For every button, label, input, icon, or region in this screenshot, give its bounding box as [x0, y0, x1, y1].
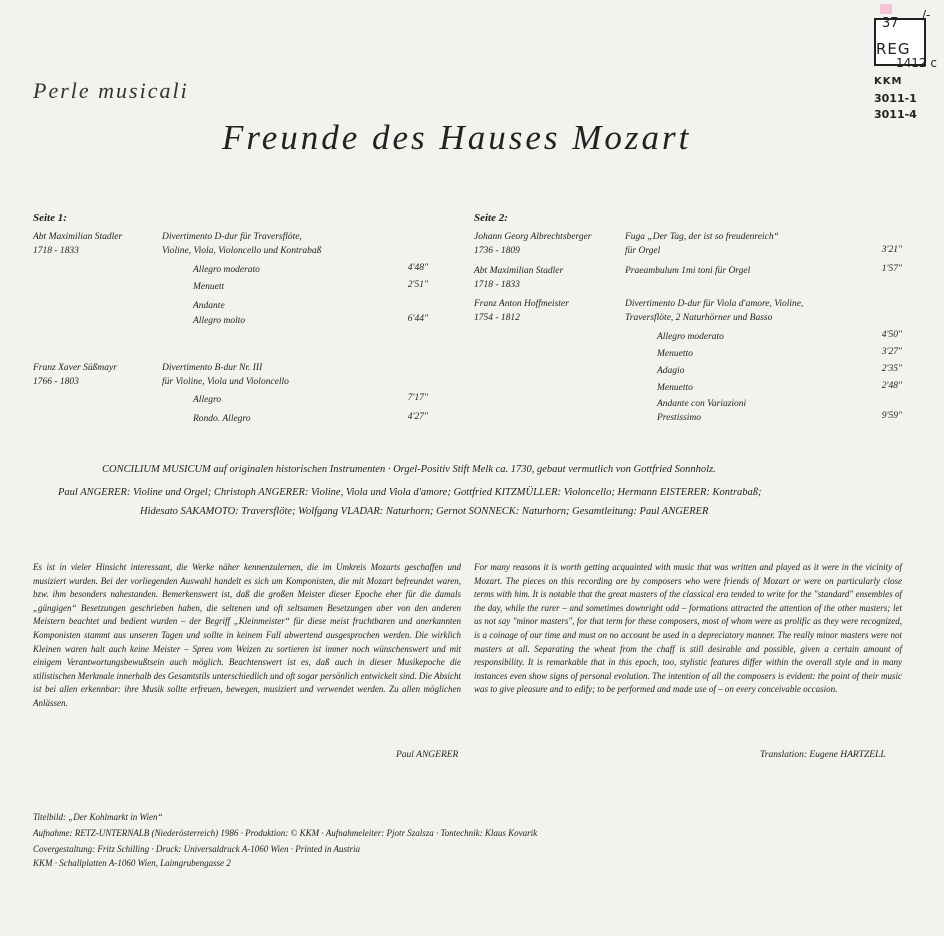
movement: Menuetto: [657, 383, 693, 393]
duration: 2'51": [407, 280, 428, 290]
movement: Andante con Variazioni: [657, 399, 747, 409]
movement: Allegro moderato: [657, 332, 724, 342]
credits-line-3: Hidesato SAKAMOTO: Traversflöte; Wolfgang VLADAR: Naturhorn; Gernot SONNECK: Naturhorn; Gesamtleitung: Paul ANGERER: [140, 506, 709, 517]
side1-heading: Seite 1:: [33, 212, 67, 224]
duration: 6'44": [407, 314, 428, 324]
movement: Allegro: [193, 395, 222, 405]
movement: Adagio: [657, 366, 685, 376]
label-line-1: 37: [882, 16, 899, 31]
duration: 4'27": [407, 412, 428, 422]
side2-composer: Abt Maximilian Stadler 1718 - 1833: [474, 266, 564, 290]
duration: 3'27": [881, 347, 902, 357]
movement: Prestissimo: [657, 413, 701, 423]
movement: Rondo. Allegro: [193, 414, 251, 424]
pink-tab: [880, 4, 892, 14]
movement: Allegro moderato: [193, 265, 260, 275]
label-line-6: 3011-4: [874, 108, 917, 121]
library-catalog-label: [870, 4, 938, 119]
label-line-2: REG: [876, 40, 911, 58]
series-title: Perle musicali: [33, 78, 189, 103]
duration: 4'50": [881, 330, 902, 340]
duration: 3'21": [881, 245, 902, 255]
signature-english: Translation: Eugene HARTZELL: [760, 750, 886, 760]
label-line-4: KKM: [874, 76, 903, 87]
side1-composer: Franz Xaver Süßmayr 1766 - 1803: [33, 363, 117, 387]
signature-german: Paul ANGERER: [396, 750, 459, 760]
duration: 2'35": [881, 364, 902, 374]
side2-work: Divertimento D-dur für Viola d'amore, Violine, Traversflöte, 2 Naturhörner und Basso: [625, 299, 804, 323]
side1-composer: Abt Maximilian Stadler 1718 - 1833: [33, 232, 123, 256]
side2-work: Fuga „Der Tag, der ist so freudenreich“ für Orgel: [625, 232, 779, 256]
duration: 2'48": [881, 381, 902, 391]
movement: Andante: [193, 301, 225, 311]
footer-recording: Aufnahme: RETZ-UNTERNALB (Niederösterreich) 1986 · Produktion: © KKM · Aufnahmeleiter: Pjotr Szalsza · Tontechnik: Klaus Kovarik: [33, 828, 538, 838]
side1-work: Divertimento D-dur für Traversflöte, Violine, Viola, Violoncello und Kontrabaß: [162, 232, 322, 256]
footer-cover-credit: Titelbild: „Der Kohlmarkt in Wien“: [33, 812, 163, 822]
essay-english: For many reasons it is worth getting acquainted with music that was written and played as it were in the vicinity of Mozart. The pieces on this recording are by composers who were friends of Mozart or were on particularly close terms with him. It is notable that the great masters of the classical era tended to write for the "standard" ensembles of the day, while the rarer – and sometimes downright odd – formations attracted the attention of the other masters; let us not say "minor masters", for that term for these composers, most of whom were as prolific as they were recognized, is a coinage of our time and must on no account be used in a depreciatory manner. The really minor masters were not masters at all. Separating the wheat from the chaff is still desirable and possible, given a certain amount of responsibility. It is remarkable that in this epoch, too, stylistic features differ within the overall style and in many instances even show signs of personal evolution. The intention of all the composers is evident: the point of their music was to give pleasure and to edify; to be performed and made use of – on every conceivable occasion.: [474, 562, 902, 695]
label-mark: /-: [922, 8, 931, 22]
duration: 9'59": [881, 411, 902, 421]
side2-work: Praeambulum 1mi toni für Orgel: [625, 266, 751, 276]
credits-line-2: Paul ANGERER: Violine und Orgel; Christoph ANGERER: Violine, Viola und Viola d'amore; Gottfried KITZMÜLLER: Violoncello; Hermann EISTERER: Kontrabaß;: [58, 487, 762, 498]
essay-german: Es ist in vieler Hinsicht interessant, die Werke näher kennenzulernen, die im Umkreis Mozarts geschaffen und musiziert wurden. Bei der vorliegenden Auswahl handelt es sich um Komponisten, die mit Mozart befreundet waren, bzw. ihm besonders nahestanden. Bemerkenswert ist, daß die großen Meister dieser Epoche eher für die damals „gängigen“ Besetzungen geschrieben haben, die seltenen und oft seltsamen Besetzungen aber von den anderen Meistern beachtet und bedient wurden – der Begriff „Kleinmeister“ für diese meist fruchtbaren und anerkannten Komponisten stammt aus unseren Tagen und sollte in keinem Fall abwertend ausgesprochen werden. Die wirklich Kleinen waren halt auch keine Meister – Spreu vom Weizen zu sortieren ist immer noch wünschenswert und mit einigem Verantwortungsbewußtsein auch möglich. Beachtenswert ist es, daß auch in dieser Musikepoche die stilistischen Merkmale innerhalb des Gesamtstils unterschiedlich und oft sogar persönlich entwickelt sind. Die Absicht ist bei allen erkennbar: ihre Musik sollte erfreuen, bewegen, musiziert und verwendet werden. Zu allen möglichen Anlässen.: [33, 562, 461, 708]
duration: 1'57": [881, 264, 902, 274]
side2-composer: Johann Georg Albrechtsberger 1736 - 1809: [474, 232, 592, 256]
movement: Menuetto: [657, 349, 693, 359]
side1-work: Divertimento B-dur Nr. III für Violine, Viola und Violoncello: [162, 363, 289, 387]
movement: Allegro molto: [193, 316, 246, 326]
label-line-3: 1412 c: [896, 56, 937, 70]
side2-heading: Seite 2:: [474, 212, 508, 224]
credits-line-1: CONCILIUM MUSICUM auf originalen historischen Instrumenten · Orgel-Positiv Stift Melk ca. 1730, gebaut vermutlich von Gottfried Sonnholz.: [102, 464, 716, 475]
duration: 4'48": [407, 263, 428, 273]
duration: 7'17": [407, 393, 428, 403]
label-line-5: 3011-1: [874, 92, 917, 105]
movement: Menuett: [193, 282, 225, 292]
footer-design: Covergestaltung: Fritz Schilling · Druck: Universaldruck A-1060 Wien · Printed in Austria: [33, 844, 361, 854]
album-title: Freunde des Hauses Mozart: [222, 118, 692, 157]
footer-publisher: KKM · Schallplatten A-1060 Wien, Laimgrubengasse 2: [33, 858, 231, 868]
side2-composer: Franz Anton Hoffmeister 1754 - 1812: [474, 299, 569, 323]
